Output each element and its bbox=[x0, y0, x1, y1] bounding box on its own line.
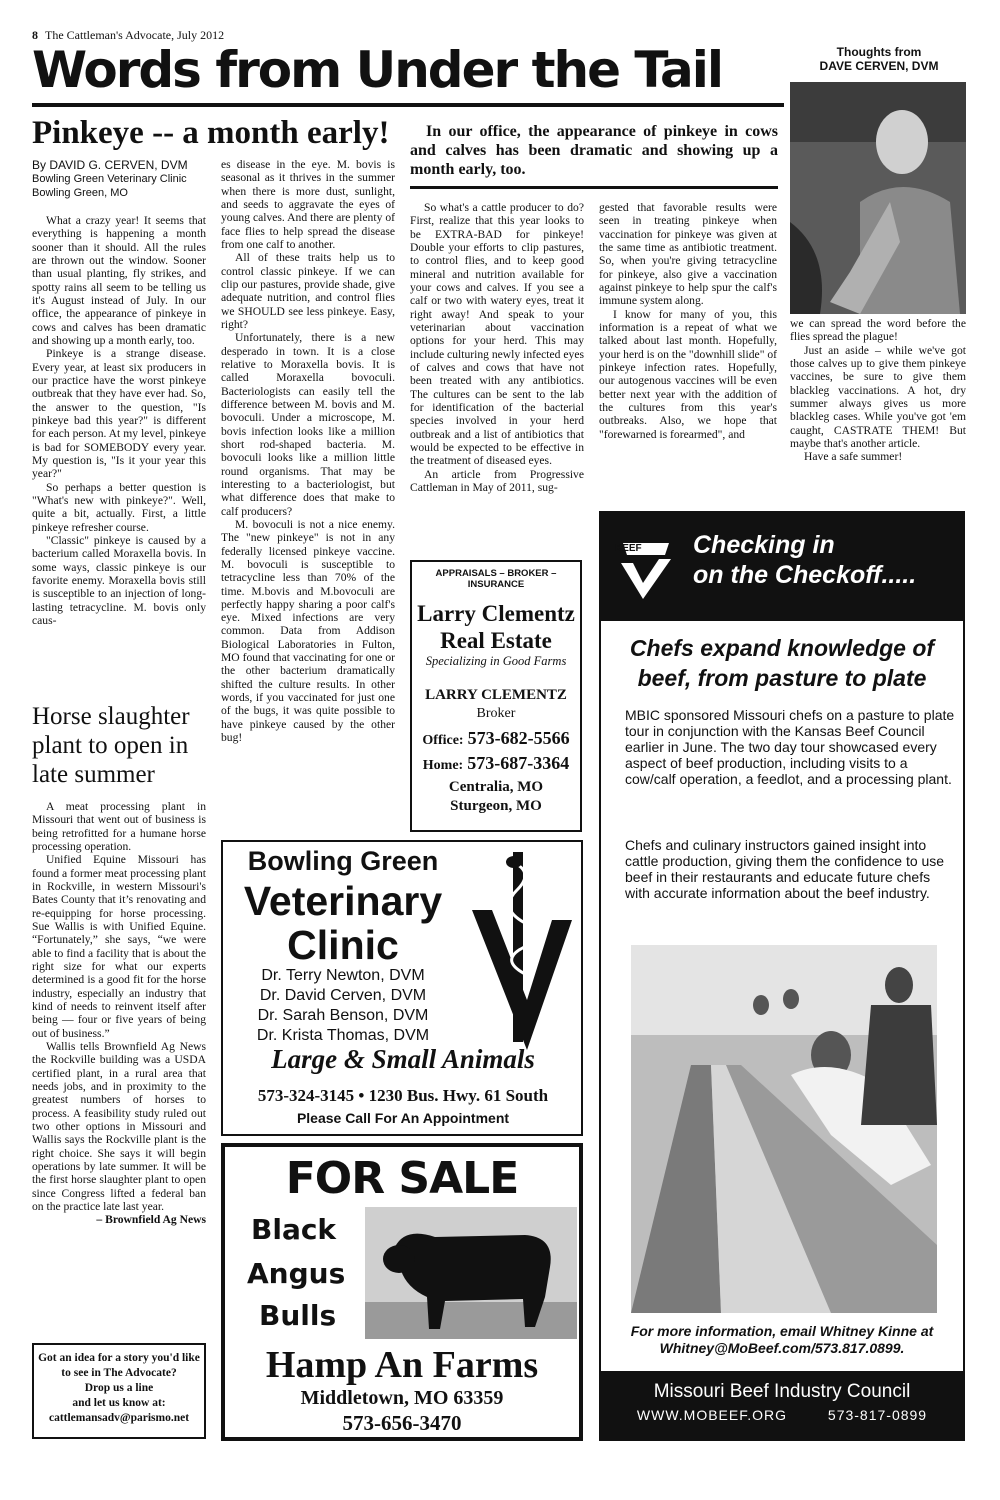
clementz-real-estate: Real Estate bbox=[440, 628, 552, 653]
article-headline: Pinkeye -- a month early! bbox=[32, 115, 390, 151]
checkoff-para-1: MBIC sponsored Missouri chefs on a pasture to plate tour in conjunction with the Kansas Beef Council earlier in June. The two day tour showcased every aspect of beef production, including visits to a cow/calf operation, a feedlot, and a processing plant. bbox=[625, 707, 955, 787]
article-column-3 bbox=[410, 201, 584, 494]
pullquote: In our office, the appearance of pinkeye in cows and calves has been dramatic and showing up a month early, too. bbox=[410, 123, 778, 178]
horse-article-headline: Horse slaughter plant to open in late summer bbox=[32, 703, 190, 788]
vet-line-3: Clinic bbox=[287, 922, 399, 968]
vet-clinic-ad bbox=[221, 840, 583, 1136]
paragraph: Unfortunately, there is a new desperado in town. It is a close relative to Moraxella bovis. It is called Moraxella bovoculi. Bacteriologists can easily tell the difference between M. bovis and M. bovoculi. Under a microscope, M. bovis infection looks like a million short rod-shaped bacteria. M. bovoculi looks like a million little round organisms. That may be interesting to a bacteriologist, but what difference does that make to calf producers? bbox=[221, 331, 395, 518]
clementz-tagline: Specializing in Good Farms bbox=[425, 654, 567, 668]
article-column-5 bbox=[790, 317, 966, 464]
contact-let-us-know: and let us know at: bbox=[72, 1397, 166, 1409]
paragraph: Have a safe summer! bbox=[804, 450, 903, 464]
checkoff-more-info bbox=[611, 1323, 953, 1357]
clementz-home bbox=[412, 753, 580, 774]
caduceus-icon bbox=[467, 850, 577, 1052]
vet-line-2: Veterinary bbox=[243, 878, 443, 924]
clementz-name: Larry Clementz bbox=[417, 601, 575, 626]
vet-doctor: Dr. Krista Thomas, DVM bbox=[256, 1027, 430, 1044]
checkoff-title-2: on the Checkoff..... bbox=[693, 561, 917, 589]
vet-doctor: Dr. Terry Newton, DVM bbox=[261, 967, 425, 984]
clementz-city-2: Sturgeon, MO bbox=[450, 798, 542, 814]
checkoff-footer bbox=[601, 1371, 963, 1439]
clementz-home-phone: 573-687-3364 bbox=[467, 753, 570, 773]
for-sale-black: Black bbox=[251, 1213, 337, 1246]
vet-doctor: Dr. Sarah Benson, DVM bbox=[257, 1007, 429, 1024]
beef-logo-text: BEEF bbox=[615, 543, 642, 554]
clementz-office-phone: 573-682-5566 bbox=[467, 728, 570, 748]
for-sale-bulls: Bulls bbox=[259, 1299, 337, 1332]
publication-line: The Cattleman's Advocate, July 2012 bbox=[45, 28, 225, 42]
clementz-office bbox=[412, 728, 580, 749]
paragraph: All of these traits help us to control classic pinkeye. If we can clip our pastures, provide shade, give adequate nutrition, and control flies we SHOULD see less pinkeye. Easy, right? bbox=[221, 251, 395, 331]
byline-author: By DAVID G. CERVEN, DVM bbox=[32, 158, 188, 172]
checkoff-footer-org: Missouri Beef Industry Council bbox=[653, 1381, 911, 1402]
contact-drop-line: Drop us a line bbox=[84, 1382, 154, 1394]
byline-location: Bowling Green, MO bbox=[32, 187, 128, 199]
clementz-ad bbox=[410, 560, 582, 832]
contact-email-link[interactable]: cattlemansadv@parismo.net bbox=[48, 1412, 190, 1424]
checkoff-footer-phone: 573-817-0899 bbox=[827, 1407, 928, 1423]
checkoff-more-info-line1: For more information, email Whitney Kinne at bbox=[630, 1323, 934, 1339]
paragraph: Pinkeye is a strange disease. Every year, at least six producers in our practice have the worst pinkeye outbreak that they have ever had. So, the answer to the question, "Is pinkeye bad this year?" is different for each person. At my level, pinkeye is bad for SOMEBODY every year. My question is, "Is it your year this year?" bbox=[32, 347, 206, 481]
masthead-rule bbox=[32, 103, 784, 107]
checkoff-subhead: Chefs expand knowledge of beef, from pasture to plate bbox=[629, 635, 935, 691]
vet-doctor: Dr. David Cerven, DVM bbox=[259, 987, 427, 1004]
contact-box bbox=[32, 1343, 206, 1439]
checkoff-box bbox=[599, 511, 965, 1441]
vet-specialty: Large & Small Animals bbox=[271, 1044, 535, 1074]
checkoff-more-info-link[interactable]: Whitney@MoBeef.com/573.817.0899. bbox=[659, 1340, 905, 1356]
article-column-4 bbox=[599, 201, 777, 441]
paragraph: we can spread the word before the flies spread the plague! bbox=[790, 317, 966, 344]
vet-line-1: Bowling Green bbox=[247, 846, 439, 876]
checkoff-footer-contact bbox=[601, 1407, 963, 1423]
vet-contact: 573-324-3145 • 1230 Bus. Hwy. 61 South bbox=[257, 1086, 549, 1105]
paragraph: An article from Progressive Cattleman in May of 2011, sug- bbox=[410, 467, 584, 494]
paragraph: M. bovoculi is not a nice enemy. The "new pinkeye" is not in any federally licensed pinkeye vaccine. M. bovoculi is susceptible to tetracycline less than 70% of the time. M.bovis and M.bovoculi are perfectly happy sharing a poor calf's eye. Mixed infections are very common. Data from Addison Biological Laboratories in Fulton, MO found that vaccinating for one or the other bacterium dramatically shifted the culture results. In other words, if you vaccinated for just one of the bugs, it was quite possible to have pinkeye caused by the other bug! bbox=[221, 517, 395, 745]
article-column-1 bbox=[32, 214, 206, 627]
columnist-label bbox=[790, 45, 968, 73]
for-sale-angus: Angus bbox=[247, 1257, 346, 1290]
paragraph: So perhaps a better question is "What's new with pinkeye?". Well, quite a bit, actually. First, a little pinkeye refresher course. bbox=[32, 480, 206, 534]
paragraph: A meat processing plant in Missouri that went out of business is being retrofitted for a humane horse processing operation. bbox=[32, 800, 206, 853]
for-sale-ad bbox=[221, 1143, 583, 1441]
paragraph: es disease in the eye. M. bovis is seasonal as it thrives in the summer when there is more dust, sunlight, and seeds to aggravate the eyes of young calves. And there are plenty of face flies to help spread the disease from one calf to another. bbox=[221, 158, 395, 251]
paragraph: Wallis tells Brownfield Ag News the Rockville building was a USDA certified plant, in a rural area that needs jobs, and in proximity to the greatest numbers of horses to process. A feasibility study ruled out two other options in Missouri and Wallis says the Rockville plant is the right choice. She says it will begin operations by late summer. It will be the first horse slaughter plant to open since Congress lifted a federal ban on the practice late last year. bbox=[32, 1039, 206, 1213]
clementz-city-1: Centralia, MO bbox=[448, 779, 544, 795]
byline-org: Bowling Green Veterinary Clinic bbox=[32, 173, 187, 185]
beef-logo-icon bbox=[613, 533, 679, 603]
paragraph: gested that favorable results were seen in treating pinkeye when vaccination for pinkeye was given at the same time as antibiotic treatment. So, when you're giving tetracycline for pinkeye, also give a vaccination against pinkeye to help spur the calf's immune system along. bbox=[599, 201, 777, 308]
clementz-services: APPRAISALS – BROKER – INSURANCE bbox=[435, 568, 557, 590]
page-number: 8 bbox=[32, 28, 38, 42]
contact-prompt: Got an idea for a story you'd like to see in The Advocate? bbox=[38, 1352, 200, 1379]
article-source: – Brownfield Ag News bbox=[96, 1213, 206, 1227]
article-column-2 bbox=[221, 158, 395, 744]
bull-photo bbox=[365, 1207, 577, 1339]
for-sale-headline: FOR SALE bbox=[285, 1153, 519, 1204]
paragraph: What a crazy year! It seems that everything is happening a month sooner than it should. All the rules are thrown out the window. Sooner than usual planting, fly strikes, and spotty rains all seem to be telling us it's August instead of July. In our office, the appearance of pinkeye in cows and calves has been dramatic and showing up a month early, too. bbox=[32, 214, 206, 347]
paragraph: Unified Equine Missouri has found a former meat processing plant in Rockville, in western Missouri's Bates County that it’s renovating and re-equipping for horse processing. Sue Wallis is with Unified Equine. “Fortunately,” she says, “we were able to find a facility that is about the right size for what our experts determined is a good fit for the horse industry, especially an industry that kind of needs to reinvent itself after being — four or five years of being out of business.” bbox=[32, 853, 206, 1040]
clementz-broker-title: Broker bbox=[476, 706, 516, 721]
clementz-office-label: Office: bbox=[422, 733, 464, 748]
for-sale-farm: Hamp An Farms bbox=[265, 1344, 539, 1386]
paragraph: I know for many of you, this information is a repeat of what we talked about last month. Hopefully, your herd is on the "downhill slide" of pinkeye infection rates. Hopefully, our autogenous vaccines will be even better next year with the addition of the cultures from this year's outbreaks. Also, we hope that "forewarned is forearmed", and bbox=[599, 307, 777, 441]
masthead: Words from Under the Tail bbox=[32, 41, 723, 99]
vet-doctors bbox=[223, 966, 463, 1046]
checkoff-header bbox=[601, 513, 963, 621]
pullquote-rule bbox=[410, 186, 778, 189]
feedlot-photo bbox=[631, 945, 937, 1313]
columnist-label-line2: DAVE CERVEN, DVM bbox=[819, 59, 939, 73]
columnist-label-line1: Thoughts from bbox=[836, 45, 922, 59]
clementz-broker-name: LARRY CLEMENTZ bbox=[425, 687, 567, 703]
clementz-home-label: Home: bbox=[422, 758, 464, 773]
for-sale-city: Middletown, MO 63359 bbox=[300, 1387, 504, 1409]
checkoff-title-1: Checking in bbox=[693, 531, 835, 559]
paragraph: So what's a cattle producer to do? First, realize that this year looks to be EXTRA-BAD for pinkeye! Double your efforts to clip pastures, to control flies, and to keep good mineral and nutrition available for your cows and calves. If you see a calf or two with watery eyes, treat it right away! And speak to your veterinarian about vaccination options for your herd. This may include culturing newly infected eyes of calves and cows that have not been treated with any antibiotics. The cultures can be sent to the lab for identification of the bacterial species involved in your herd outbreak and a list of antibiotics that would be expected to be effective in the treatment of diseased eyes. bbox=[410, 201, 584, 468]
columnist-photo bbox=[790, 82, 966, 314]
byline bbox=[32, 158, 212, 200]
vet-appointment: Please Call For An Appointment bbox=[296, 1110, 510, 1126]
checkoff-para-2: Chefs and culinary instructors gained insight into cattle production, giving them the confidence to use beef in their restaurants and educate future chefs with accurate information about the beef industry. bbox=[625, 837, 945, 901]
for-sale-phone: 573-656-3470 bbox=[342, 1411, 462, 1435]
paragraph: Just an aside – while we've got those calves up to give them pinkeye vaccines, be sure to give them blackleg vaccinations. A hot, dry summer always gives us more blackleg cases. While you've got 'em caught, CASTRATE THEM! But maybe that's another article. bbox=[790, 343, 966, 450]
checkoff-website-link[interactable]: WWW.MOBEEF.ORG bbox=[636, 1407, 788, 1423]
horse-article-body bbox=[32, 800, 206, 1227]
paragraph: "Classic" pinkeye is caused by a bacterium called Moraxella bovis. In some ways, classic pinkeye is our favorite enemy. Moraxella bovis still is susceptible to an injection of long-lasting tetracycline. M. bovis only caus- bbox=[32, 533, 206, 627]
